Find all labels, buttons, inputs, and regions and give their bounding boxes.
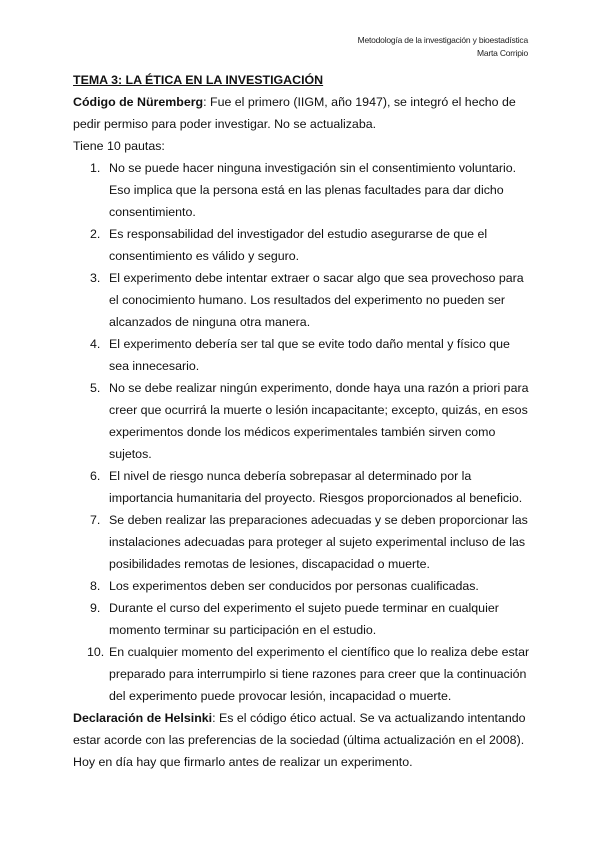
header-author: Marta Corripio <box>476 48 528 58</box>
list-item-text: No se puede hacer ninguna investigación sin el consentimiento voluntario. Eso implica que la persona está en las plenas facultades para dar dicho consentimiento. <box>109 161 517 219</box>
list-item <box>73 223 533 267</box>
list-item <box>73 509 533 575</box>
document-body <box>73 69 533 773</box>
list-item <box>73 157 533 223</box>
header-course: Metodología de la investigación y bioestadística <box>357 35 528 45</box>
list-item-number: 5. <box>90 381 101 395</box>
pautas-list <box>73 157 533 707</box>
list-item <box>73 575 533 597</box>
list-item-text: El nivel de riesgo nunca debería sobrepasar al determinado por la importancia humanitaria del proyecto. Riesgos proporcionados al beneficio. <box>109 469 523 505</box>
list-item-number: 3. <box>90 271 101 285</box>
nuremberg-term: Código de Nüremberg <box>73 95 204 109</box>
list-item-text: El experimento debería ser tal que se evite todo daño mental y físico que sea innecesario. <box>109 337 510 373</box>
list-item-text: Los experimentos deben ser conducidos por personas cualificadas. <box>109 579 479 593</box>
list-item-text: No se debe realizar ningún experimento, donde haya una razón a priori para creer que ocurrirá la muerte o lesión incapacitante; excepto, quizás, en esos experimentos donde los médicos experimentales también sirven como sujetos. <box>109 381 529 461</box>
list-item-text: Durante el curso del experimento el sujeto puede terminar en cualquier momento terminar su participación en el estudio. <box>109 601 499 637</box>
document-title: TEMA 3: LA ÉTICA EN LA INVESTIGACIÓN <box>73 73 324 87</box>
list-item-number: 10. <box>87 645 105 659</box>
helsinki-paragraph <box>73 707 533 773</box>
list-item <box>73 597 533 641</box>
list-item-number: 1. <box>90 161 101 175</box>
list-item-number: 4. <box>90 337 101 351</box>
page-header <box>358 34 528 60</box>
list-item-number: 6. <box>90 469 101 483</box>
helsinki-text: : Es el código ético actual. Se va actualizando intentando estar acorde con las preferencias de la sociedad (última actualización en el 2008). Hoy en día hay que firmarlo antes de realizar un experimento. <box>73 711 526 769</box>
list-item <box>73 465 533 509</box>
nuremberg-paragraph <box>73 91 533 135</box>
list-item-text: Es responsabilidad del investigador del estudio asegurarse de que el consentimiento es válido y seguro. <box>109 227 488 263</box>
list-item-number: 8. <box>90 579 101 593</box>
list-item-text: En cualquier momento del experimento el científico que lo realiza debe estar preparado para interrumpirlo si tiene razones para creer que la continuación del experimento puede provocar lesión, incapacidad o muerte. <box>109 645 530 703</box>
nuremberg-text: : Fue el primero (IIGM, año 1947), se integró el hecho de pedir permiso para poder investigar. No se actualizaba. <box>73 95 516 131</box>
list-item-number: 7. <box>90 513 101 527</box>
helsinki-term: Declaración de Helsinki <box>73 711 213 725</box>
list-item-text: El experimento debe intentar extraer o sacar algo que sea provechoso para el conocimiento humano. Los resultados del experimento no pueden ser alcanzados de ninguna otra manera. <box>109 271 524 329</box>
list-item <box>73 641 533 707</box>
list-item <box>73 267 533 333</box>
list-item <box>73 333 533 377</box>
list-item-number: 2. <box>90 227 101 241</box>
pautas-intro: Tiene 10 pautas: <box>73 139 165 153</box>
list-item <box>73 377 533 465</box>
list-item-text: Se deben realizar las preparaciones adecuadas y se deben proporcionar las instalaciones adecuadas para proteger al sujeto experimental incluso de las posibilidades remotas de lesiones, discapacidad o muerte. <box>109 513 528 571</box>
list-item-number: 9. <box>90 601 101 615</box>
